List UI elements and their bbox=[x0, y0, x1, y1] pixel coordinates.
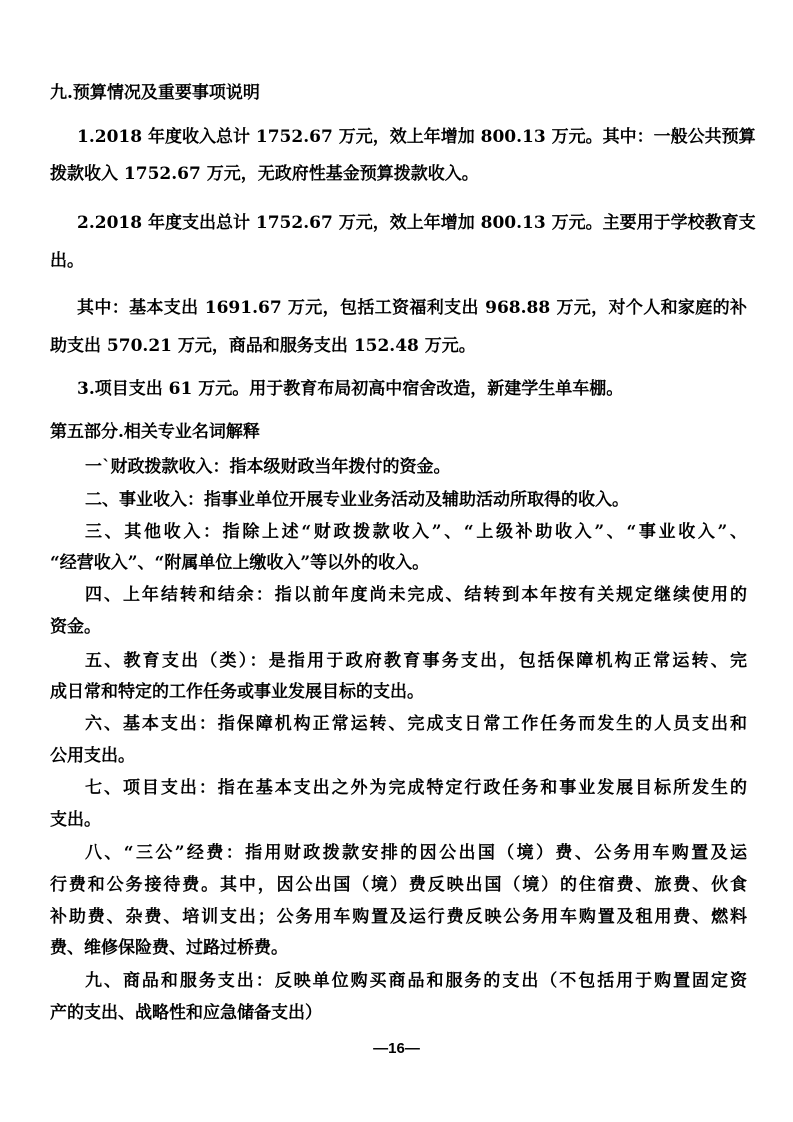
term-line: 成日常和特定的工作任务或事业发展目标的支出。 bbox=[50, 682, 424, 702]
term-line: 支出。 bbox=[50, 810, 101, 830]
term-line: 五、教育支出（类）：是指用于政府教育事务支出，包括保障机构正常运转、完 bbox=[85, 651, 747, 671]
paragraph-line: 2.2018 年度支出总计 1752.67 万元，效上年增加 800.13 万元。主要用于学校教育支 bbox=[77, 213, 756, 233]
term-line: 四、上年结转和结余：指以前年度尚未完成、结转到本年按有关规定继续使用的 bbox=[85, 585, 747, 605]
term-line: 一`财政拨款收入：指本级财政当年拨付的资金。 bbox=[85, 457, 451, 477]
section-heading: 第五部分.相关专业名词解释 bbox=[50, 422, 260, 442]
term-line: 三、其他收入：指除上述“财政拨款收入”、“上级补助收入”、“事业收入”、 bbox=[85, 522, 747, 542]
paragraph-line: 助支出 570.21 万元，商品和服务支出 152.48 万元。 bbox=[50, 336, 476, 356]
term-line: “经营收入”、“附属单位上缴收入”等以外的收入。 bbox=[50, 553, 430, 573]
paragraph-line: 拨款收入 1752.67 万元，无政府性基金预算拨款收入。 bbox=[50, 164, 479, 184]
term-line: 二、事业收入：指事业单位开展专业业务活动及辅助活动所取得的收入。 bbox=[85, 490, 629, 510]
term-line: 七、项目支出：指在基本支出之外为完成特定行政任务和事业发展目标所发生的 bbox=[85, 778, 747, 798]
term-line: 资金。 bbox=[50, 617, 101, 637]
term-line: 九、商品和服务支出：反映单位购买商品和服务的支出（不包括用于购置固定资 bbox=[85, 971, 747, 991]
term-line: 补助费、杂费、培训支出；公务用车购置及运行费反映公务用车购置及租用费、燃料 bbox=[50, 907, 747, 927]
term-line: 行费和公务接待费。其中，因公出国（境）费反映出国（境）的住宿费、旅费、伙食 bbox=[50, 875, 747, 895]
term-line: 八、“三公”经费：指用财政拨款安排的因公出国（境）费、公务用车购置及运 bbox=[85, 843, 747, 863]
paragraph-line: 3.项目支出 61 万元。用于教育布局初高中宿舍改造，新建学生单车棚。 bbox=[77, 379, 624, 399]
section-heading: 九.预算情况及重要事项说明 bbox=[50, 83, 260, 103]
paragraph-line: 出。 bbox=[50, 251, 84, 271]
page-number: —16— bbox=[373, 1040, 420, 1057]
term-line: 六、基本支出：指保障机构正常运转、完成支日常工作任务而发生的人员支出和 bbox=[85, 714, 747, 734]
term-line: 产的支出、战略性和应急储备支出） bbox=[50, 1003, 322, 1023]
term-line: 公用支出。 bbox=[50, 746, 135, 766]
paragraph-line: 其中：基本支出 1691.67 万元，包括工资福利支出 968.88 万元，对个人和家庭的补 bbox=[77, 298, 747, 318]
term-line: 费、维修保险费、过路过桥费。 bbox=[50, 938, 288, 958]
paragraph-line: 1.2018 年度收入总计 1752.67 万元，效上年增加 800.13 万元。其中：一般公共预算 bbox=[77, 127, 756, 147]
